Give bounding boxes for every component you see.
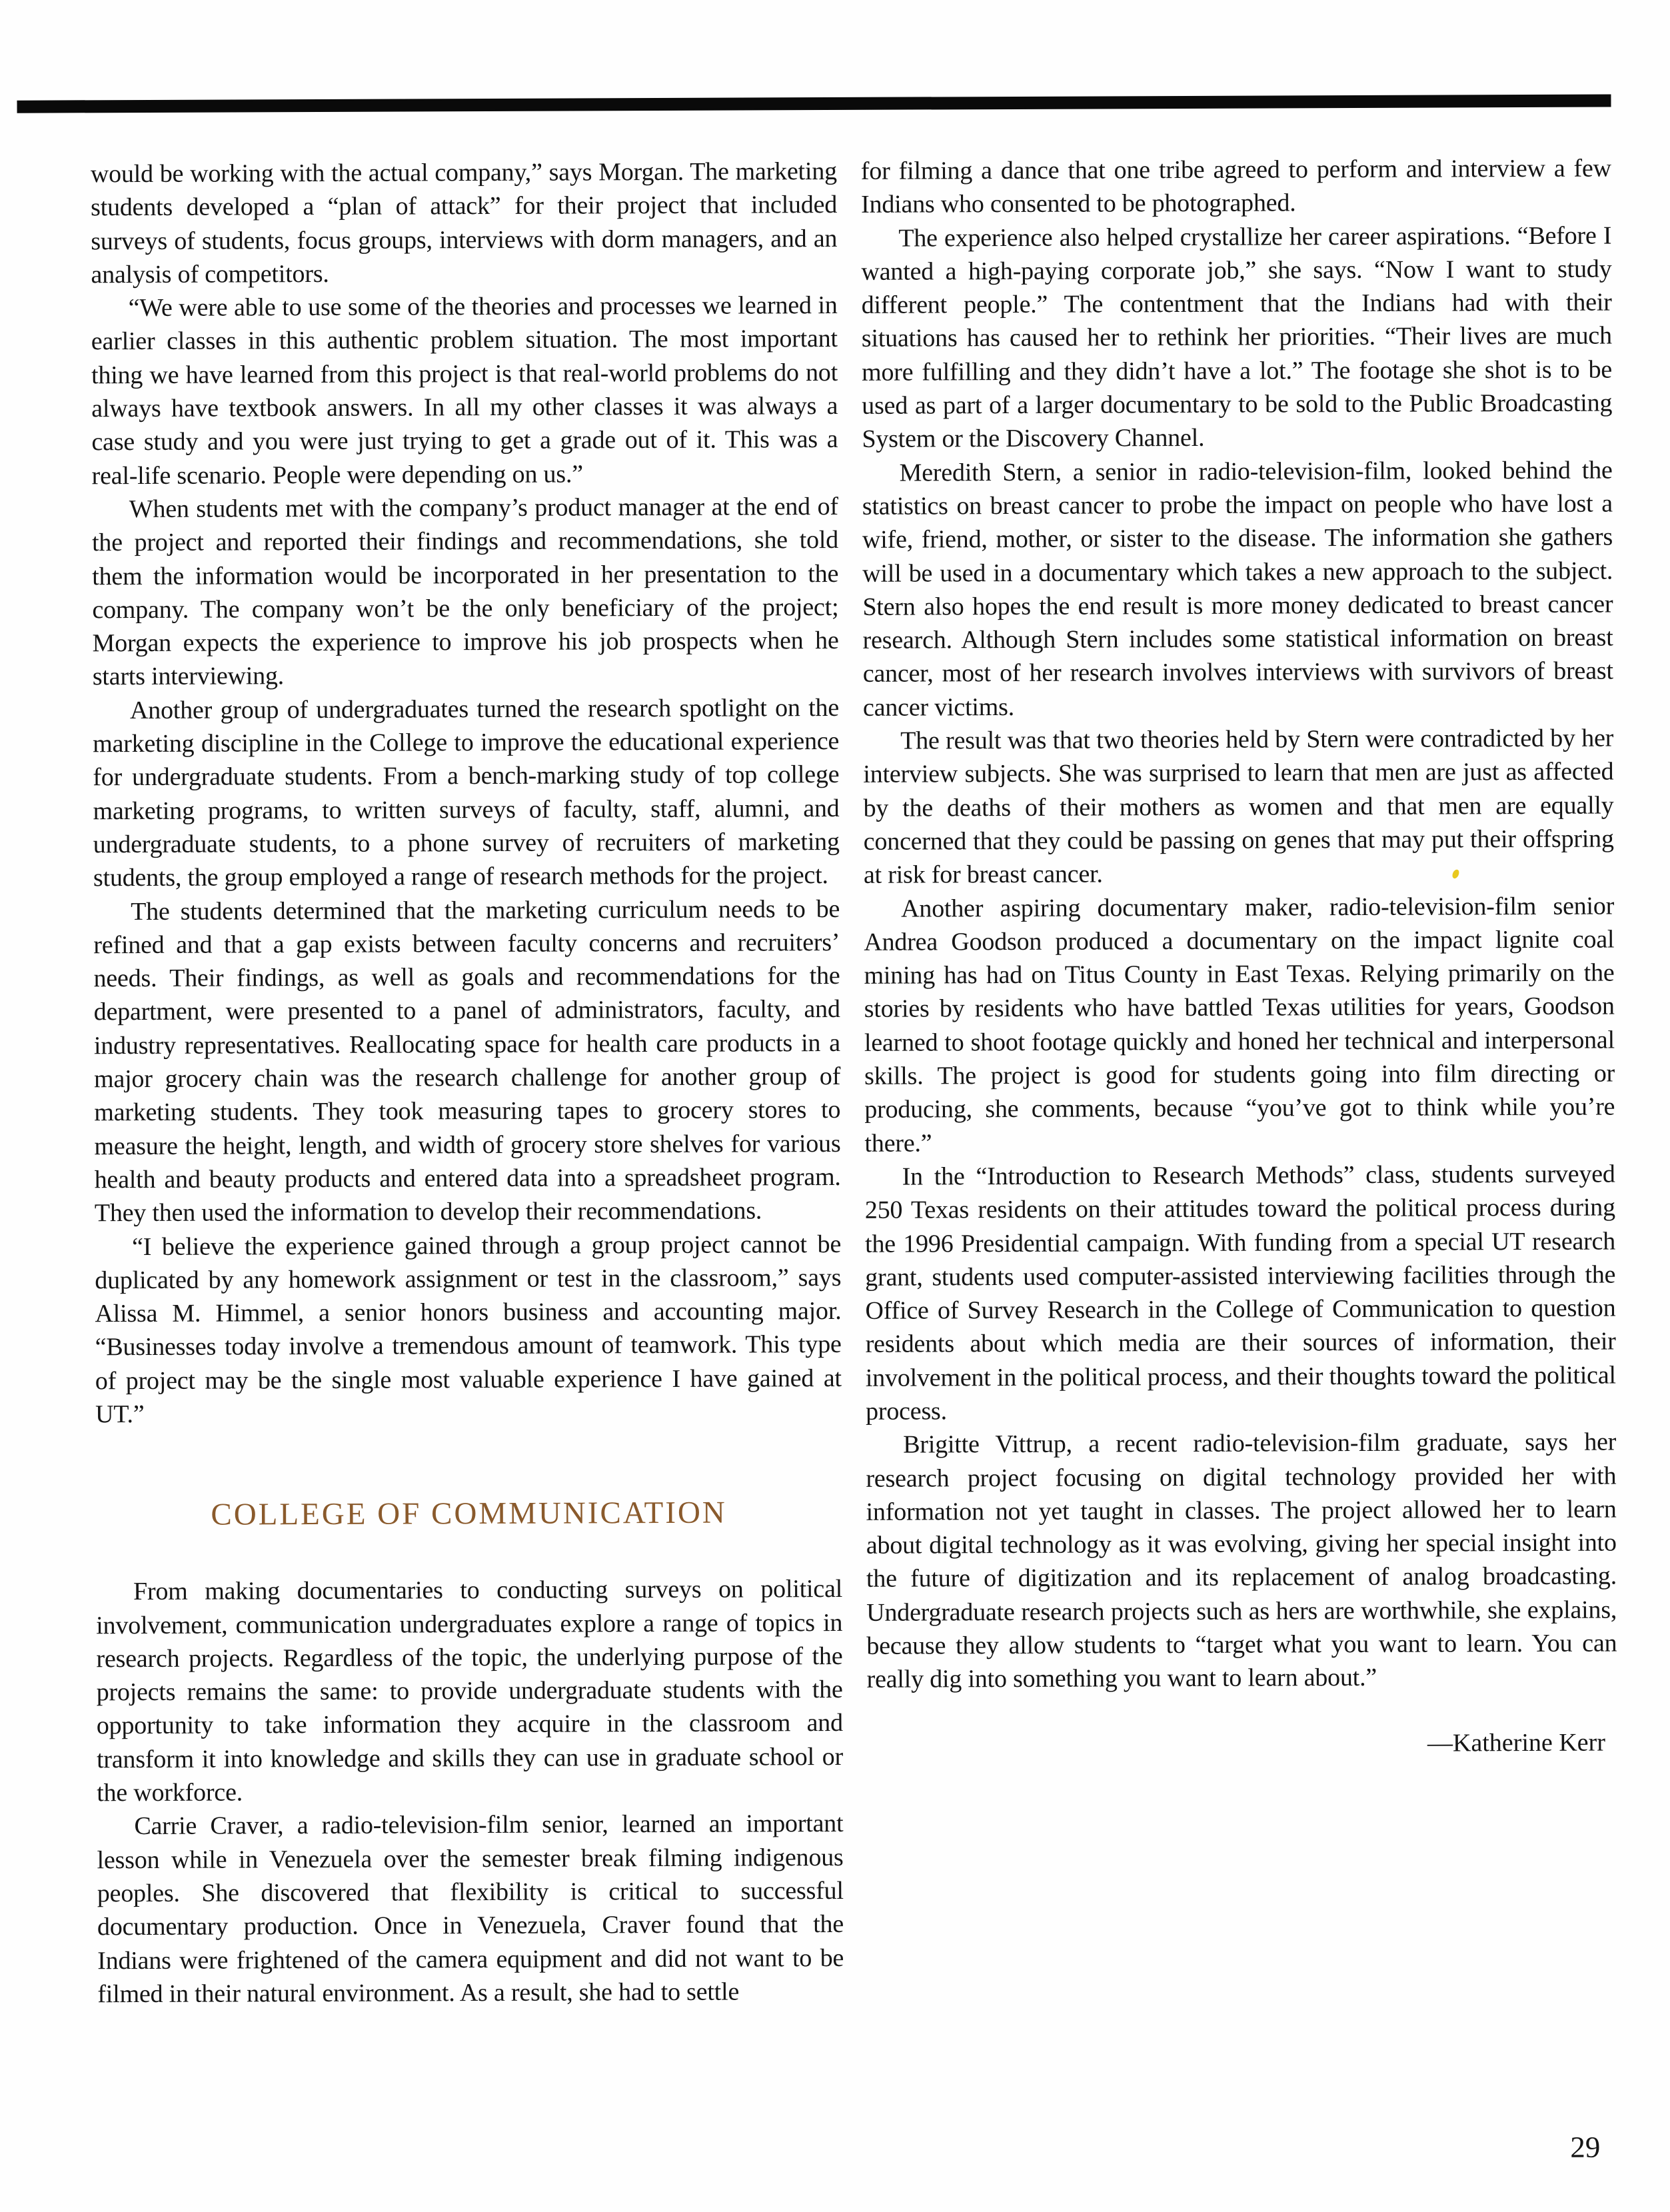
top-rule-divider xyxy=(17,95,1611,113)
body-paragraph: would be working with the actual company,” says Morgan. The marketing students developed a “plan of attack” for their project that included surveys of students, focus groups, interviews with dorm managers, and an analysis of competitors. xyxy=(90,157,838,289)
body-paragraph: Meredith Stern, a senior in radio-television-film, looked behind the statistics on breast cancer to probe the impact on people who have lost a wife, friend, mother, or sister to the disease. The information she gathers will be used in a documentary which takes a new approach to the subject. Stern also hopes the end result is more money dedicated to breast cancer research. Although Stern includes some statistical information on breast cancer, most of her research involves interviews with survivors of breast cancer victims. xyxy=(862,456,1613,722)
section-heading-college-of-communication: COLLEGE OF COMMUNICATION xyxy=(211,1495,727,1532)
body-paragraph: “I believe the experience gained through a group project cannot be duplicated by any homework assignment or test in the classroom,” says Alissa M. Himmel, a senior honors business and accounting major. “Businesses today involve a tremendous amount of teamwork. This type of project may be the single most valuable experience I have gained at UT.” xyxy=(95,1230,842,1429)
page-number: 29 xyxy=(1570,2130,1601,2164)
body-paragraph: for filming a dance that one tribe agreed to perform and interview a few Indians who consented to be photographed. xyxy=(860,154,1611,219)
body-paragraph: Brigitte Vittrup, a recent radio-television-film graduate, says her research project focusing on digital technology provided her with information not yet taught in classes. The project allowed her to learn about digital technology as it was evolving, giving her special insight into the future of digitization and its replacement of analog broadcasting. Undergraduate research projects such as hers are worthwhile, she explains, because they allow students to “target what you want to learn. You can really dig into something you want to learn about.” xyxy=(866,1428,1617,1694)
body-paragraph: “We were able to use some of the theories and processes we learned in earlier classes in this authentic problem situation. The most important thing we have learned from this project is that real-world problems do not always have textbook answers. In all my other classes it was always a case study and you were just trying to get a grade out of it. This was a real-life scenario. People were depending on us.” xyxy=(91,291,838,490)
author-byline: —Katherine Kerr xyxy=(1427,1728,1606,1757)
body-paragraph: In the “Introduction to Research Methods” class, students surveyed 250 Texas residents on their attitudes toward the political process during the 1996 Presidential campaign. With funding from a special UT research grant, students used computer-assisted interviewing facilities through the Office of Survey Research in the College of Communication to question residents about which media are their sources of information, their involvement in the political process, and their thoughts toward the political process. xyxy=(864,1160,1616,1426)
body-paragraph: The result was that two theories held by Stern were contradicted by her interview subjects. She was surprised to learn that men are just as affected by the deaths of their mothers as women and that men are equally concerned that they could be passing on genes that may put their offspring at risk for breast cancer. xyxy=(863,724,1614,890)
body-paragraph: Another group of undergraduates turned the research spotlight on the marketing discipline in the College to improve the educational experience for undergraduate students. From a bench-marking study of top college marketing programs, to written surveys of faculty, staff, alumni, and undergraduate students, to a phone survey of recruiters of marketing students, the group employed a range of research methods for the project. xyxy=(93,693,840,892)
body-paragraph: Carrie Craver, a radio-television-film senior, learned an important lesson while in Venezuela over the semester break filming indigenous peoples. She discovered that flexibility is critical to successful documentary production. Once in Venezuela, Craver found that the Indians were frightened of the camera equipment and did not want to be filmed in their natural environment. As a result, she had to settle xyxy=(97,1809,844,2009)
body-paragraph: Another aspiring documentary maker, radio-television-film senior Andrea Goodson produced a documentary on the impact lignite coal mining has had on Titus County in East Texas. Relying primarily on the stories by residents who have battled Texas utilities for years, Goodson learned to shoot footage quickly and honed her technical and interpersonal skills. The project is good for students going into film directing or producing, she comments, because “you’ve got to think while you’re there.” xyxy=(864,892,1615,1158)
body-paragraph: The students determined that the marketing curriculum needs to be refined and that a gap exists between faculty concerns and recruiters’ needs. Their findings, as well as goals and recommendations for the department, were presented to a panel of administrators, faculty, and industry representatives. Reallocating space for health care products in a major grocery chain was the research challenge for another group of marketing students. They took measuring tapes to grocery stores to measure the height, length, and width of grocery store shelves for various health and beauty products and entered data into a spreadsheet program. They then used the information to develop their recommendations. xyxy=(93,894,841,1228)
left-column xyxy=(91,155,844,2011)
body-paragraph: The experience also helped crystallize her career aspirations. “Before I wanted a high-paying corporate job,” she says. “Now I want to study different people.” The contentment that the Indians had with their situations has caused her to rethink her priorities. “Their lives are much more fulfilling and they didn’t have a lot.” The footage she shot is to be used as part of a larger documentary to be sold to the Public Broadcasting System or the Discovery Channel. xyxy=(861,221,1613,454)
body-paragraph: When students met with the company’s product manager at the end of the project and reported their findings and recommendations, she told them the information would be incorporated in her presentation to the company. The company won’t be the only beneficiary of the project; Morgan expects the experience to improve his job prospects when he starts interviewing. xyxy=(91,492,839,691)
body-paragraph: From making documentaries to conducting surveys on political involvement, communication undergraduates explore a range of topics in research projects. Regardless of the topic, the underlying purpose of the projects remains the same: to provide undergraduate students with the opportunity to take information they acquire in the classroom and transform it into knowledge and skills they can use in graduate school or the workforce. xyxy=(96,1575,844,1807)
right-column xyxy=(861,152,1617,1762)
